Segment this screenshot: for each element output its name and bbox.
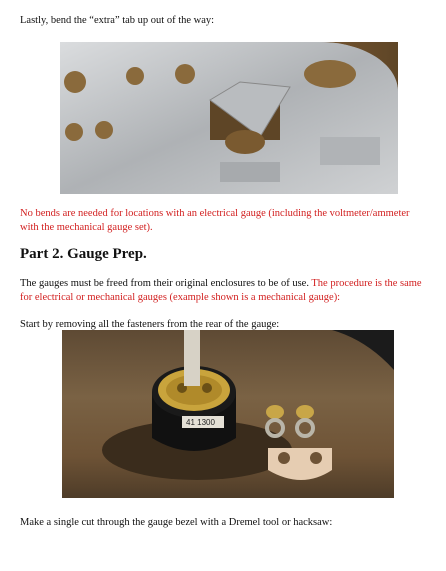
gauge-prep-text: The gauges must be freed from their original enclosures to be of use. xyxy=(20,278,312,289)
intro-text: Lastly, bend the “extra” tab up out of the way: xyxy=(20,15,215,26)
gauge-prep-red-text: The procedure is the same for electrical or mechanical gauges (example shown is a mechanical gauge): xyxy=(20,278,422,303)
step-remove-fasteners: Start by removing all the fasteners from the rear of the gauge: xyxy=(20,319,280,330)
gauge-fasteners-photo xyxy=(62,330,394,498)
bent-tab-photo xyxy=(60,42,398,194)
gauge-illustration xyxy=(62,330,394,498)
gauge-prep-paragraph xyxy=(20,277,426,305)
section-title: Part 2. Gauge Prep. xyxy=(20,246,147,262)
step-cut-bezel: Make a single cut through the gauge bezel with a Dremel tool or hacksaw: xyxy=(20,517,333,528)
bent-tab-illustration xyxy=(60,42,398,194)
electrical-gauge-note: No bends are needed for locations with an electrical gauge (including the voltmeter/ammeter with the mechanical gauge set). xyxy=(20,208,410,233)
gauge-label: 41 1300 xyxy=(186,418,215,427)
